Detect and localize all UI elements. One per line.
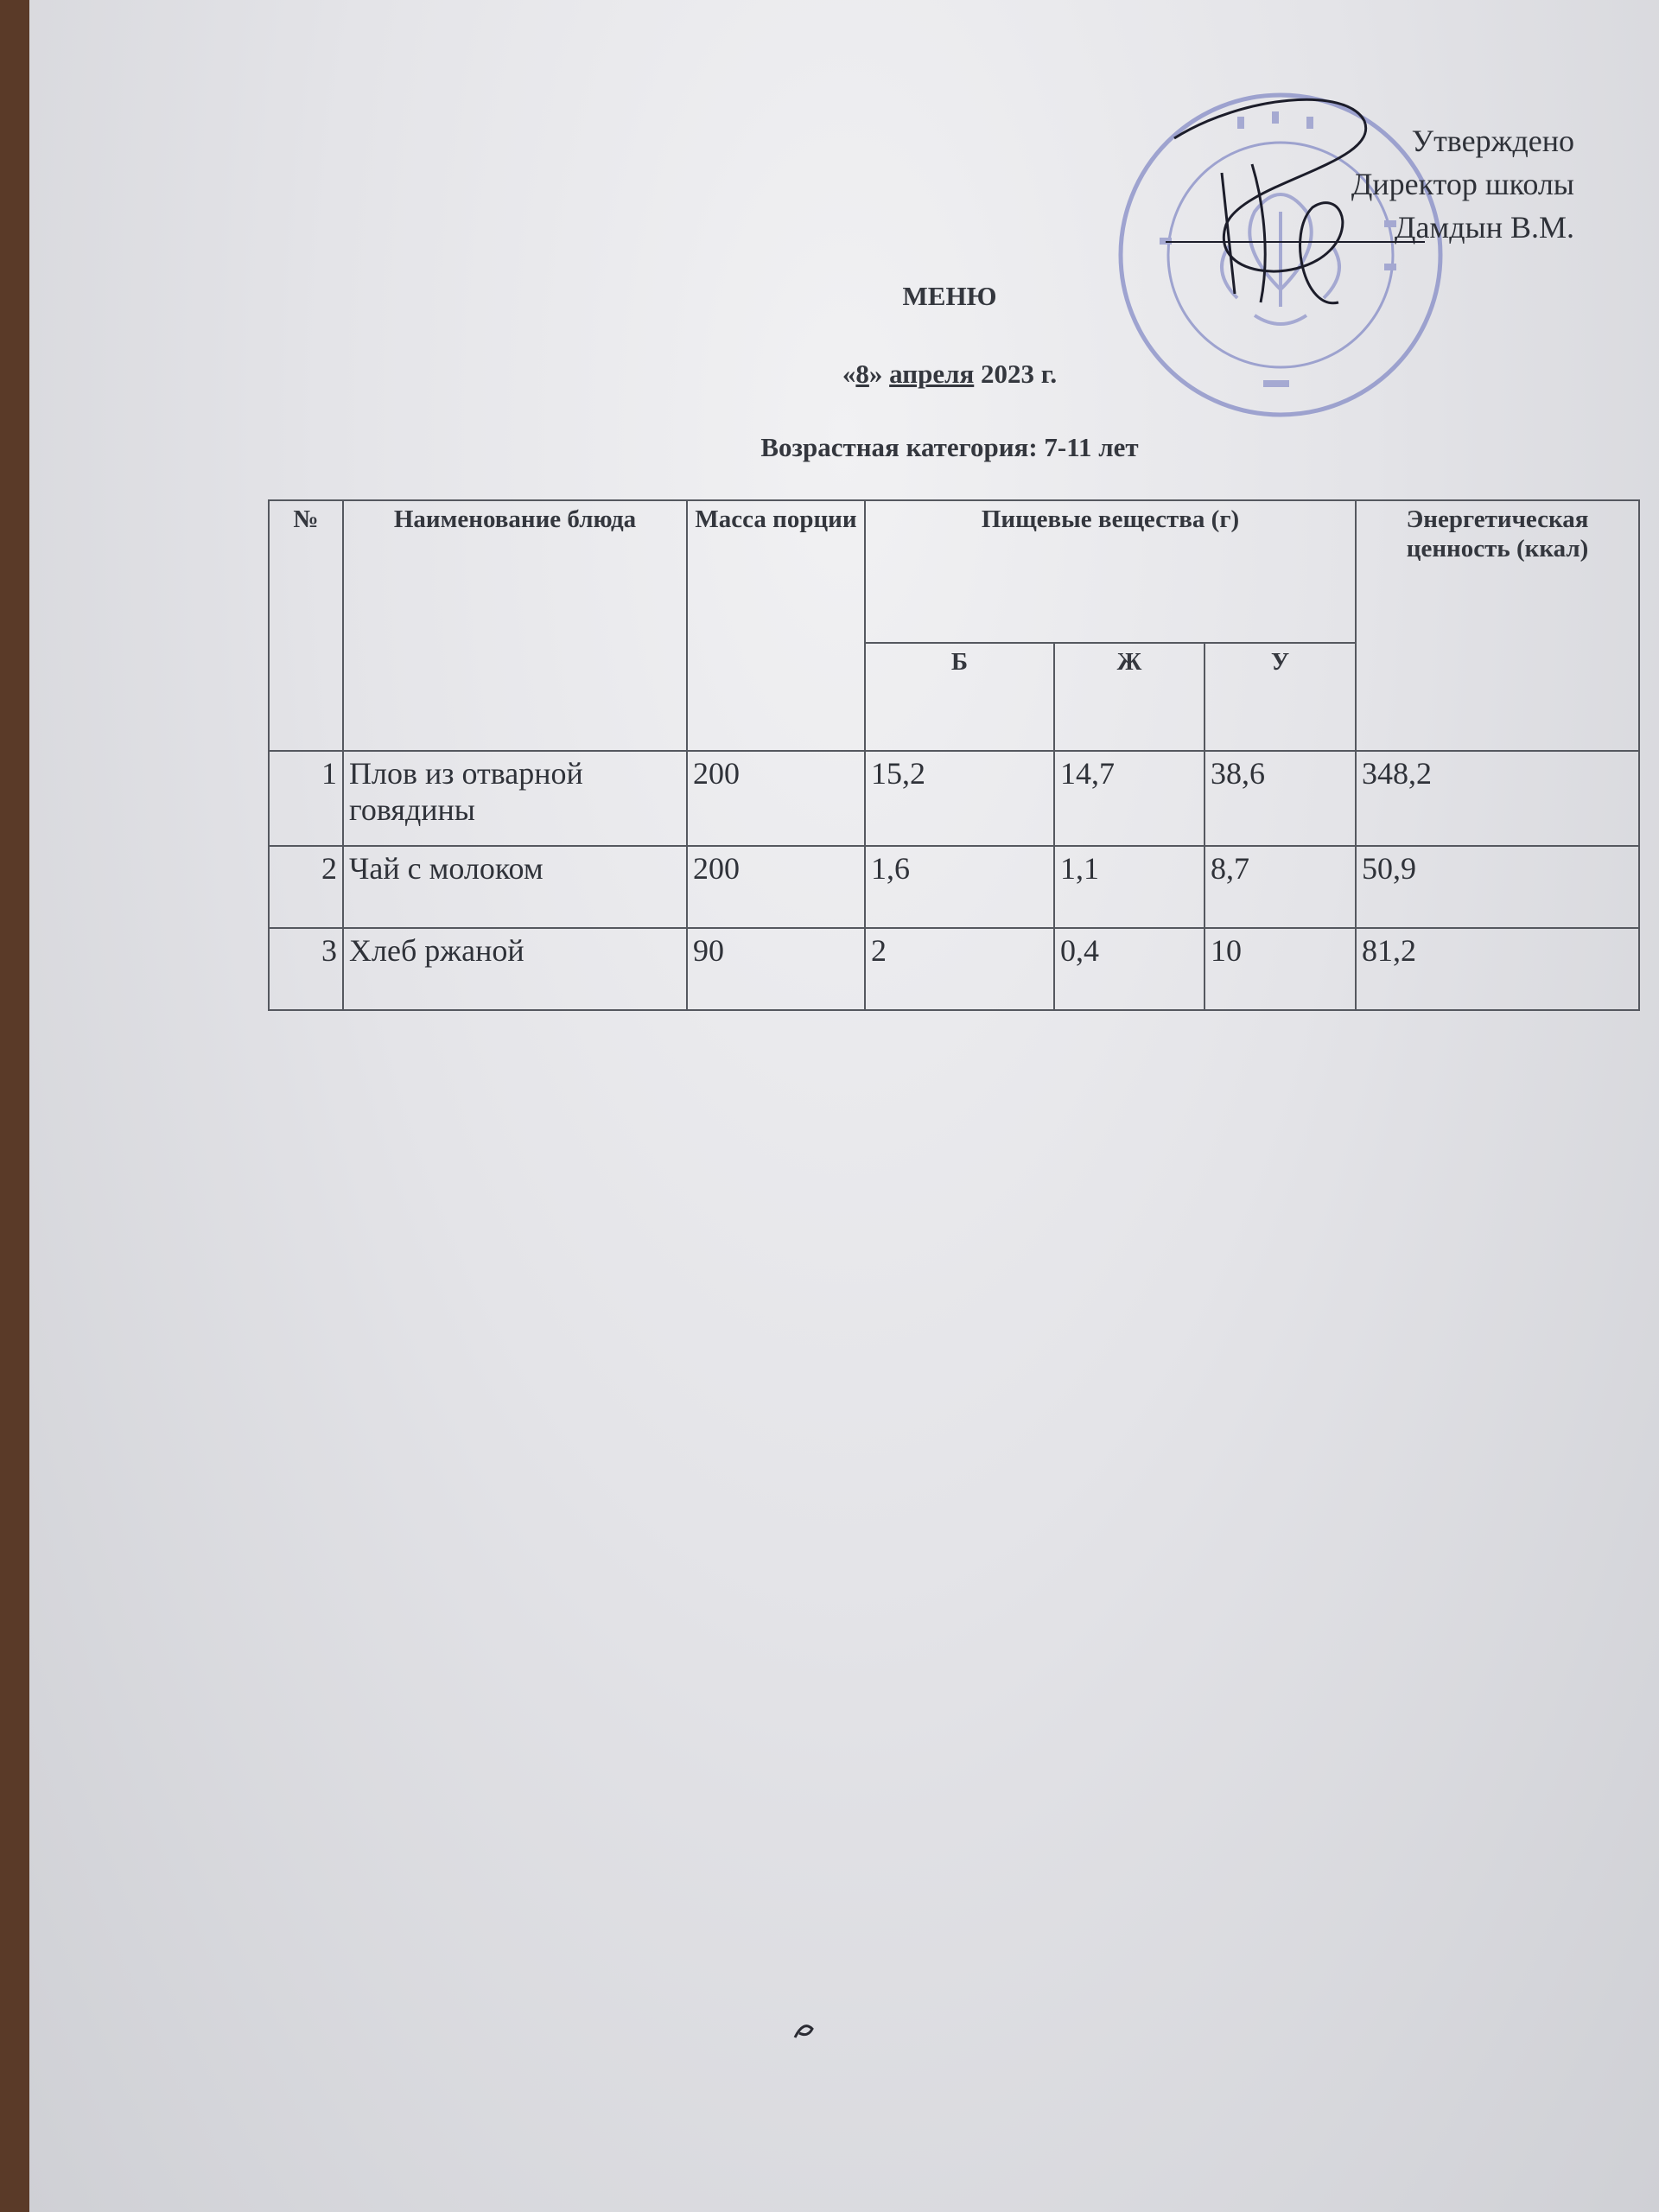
table-row xyxy=(269,928,1639,1010)
date-close-quote: » xyxy=(868,359,883,389)
cell-dish-name: Чай с молоком xyxy=(343,846,687,928)
table-header-row xyxy=(269,500,1639,643)
header-fat: Ж xyxy=(1054,643,1205,751)
cell-num: 1 xyxy=(269,751,343,846)
cell-energy: 348,2 xyxy=(1356,751,1639,846)
table-row xyxy=(269,751,1639,846)
cell-dish-name: Хлеб ржаной xyxy=(343,928,687,1010)
header-protein: Б xyxy=(865,643,1054,751)
cell-protein: 15,2 xyxy=(865,751,1054,846)
cell-num: 2 xyxy=(269,846,343,928)
cell-protein: 2 xyxy=(865,928,1054,1010)
cell-energy: 81,2 xyxy=(1356,928,1639,1010)
cell-fat: 1,1 xyxy=(1054,846,1205,928)
cell-carbs: 10 xyxy=(1205,928,1356,1010)
header-carbs: У xyxy=(1205,643,1356,751)
cell-carbs: 8,7 xyxy=(1205,846,1356,928)
cell-dish-name: Плов из отварной говядины xyxy=(343,751,687,846)
approval-line-2: Директор школы xyxy=(1351,167,1574,201)
cell-carbs: 38,6 xyxy=(1205,751,1356,846)
cell-fat: 14,7 xyxy=(1054,751,1205,846)
table-row xyxy=(269,846,1639,928)
header-energy: Энергетическая ценность (ккал) xyxy=(1356,500,1639,751)
document-page xyxy=(29,0,1659,2212)
date-open-quote: « xyxy=(842,359,856,389)
cell-energy: 50,9 xyxy=(1356,846,1639,928)
header-num: № xyxy=(269,500,343,751)
menu-table xyxy=(268,499,1640,1011)
cell-fat: 0,4 xyxy=(1054,928,1205,1010)
ink-speck xyxy=(786,2012,821,2046)
cell-mass: 200 xyxy=(687,846,865,928)
approval-line-3: Дамдын В.М. xyxy=(1394,210,1574,245)
cell-mass: 200 xyxy=(687,751,865,846)
header-dish-name: Наименование блюда xyxy=(343,500,687,751)
cell-mass: 90 xyxy=(687,928,865,1010)
date-month: апреля xyxy=(889,359,975,389)
age-category: Возрастная категория: 7-11 лет xyxy=(760,432,1139,462)
date-day: 8 xyxy=(855,359,869,389)
date-year: 2023 г. xyxy=(981,359,1058,389)
menu-date xyxy=(29,359,1659,390)
approval-line-1: Утверждено xyxy=(1411,124,1574,158)
header-portion-mass: Масса порции xyxy=(687,500,865,751)
cell-protein: 1,6 xyxy=(865,846,1054,928)
header-nutrients: Пищевые вещества (г) xyxy=(865,500,1356,643)
menu-title: МЕНЮ xyxy=(902,281,997,311)
cell-num: 3 xyxy=(269,928,343,1010)
